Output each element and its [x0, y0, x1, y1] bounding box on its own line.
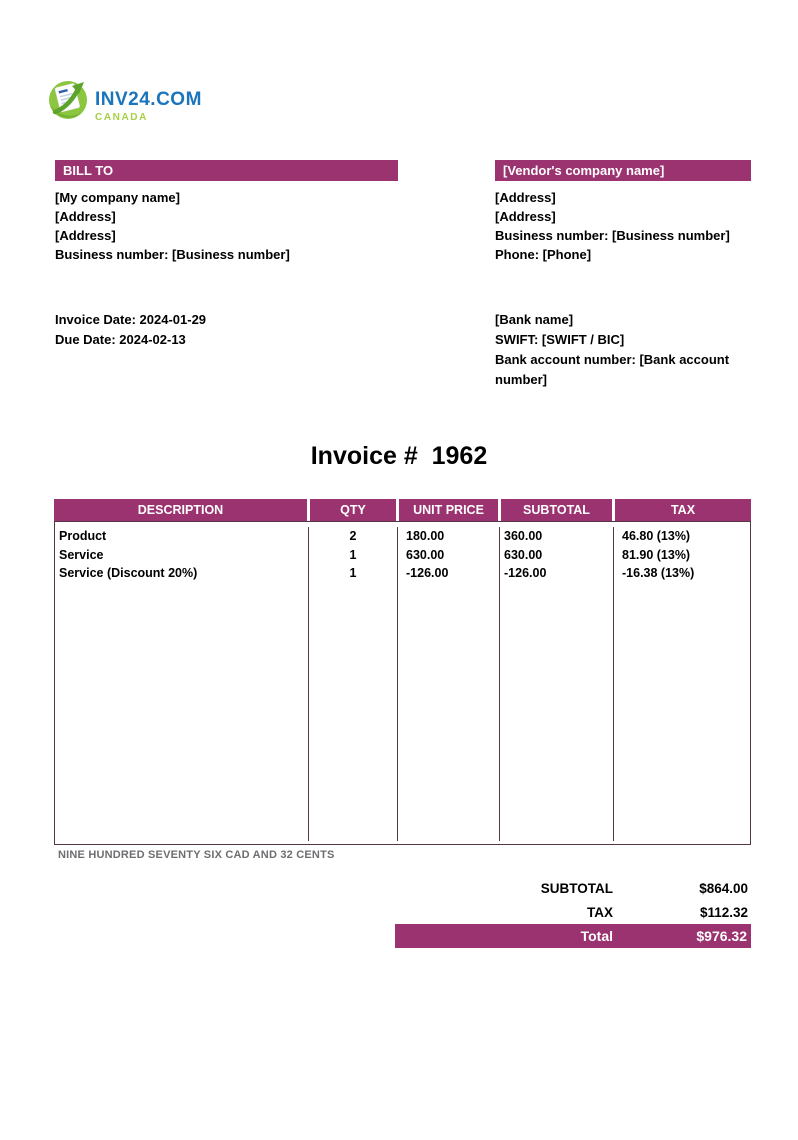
header-qty: QTY: [310, 499, 396, 521]
cell-tax: 46.80 (13%): [613, 527, 750, 546]
vendor-block: [495, 160, 751, 390]
invoice-dates: [55, 310, 398, 350]
empty-cell: [55, 583, 308, 841]
vendor-details: [495, 181, 751, 264]
header-subtotal: SUBTOTAL: [501, 499, 612, 521]
bill-to-company: [My company name]: [55, 190, 180, 205]
tax-value: $112.32: [699, 904, 748, 920]
cell-subtotal: -126.00: [499, 564, 613, 583]
bill-to-details: [55, 181, 398, 264]
vendor-header: [Vendor's company name]: [495, 160, 751, 181]
header-tax: TAX: [615, 499, 751, 521]
cell-qty: 1: [308, 546, 397, 565]
items-table: [54, 499, 751, 845]
tax-row: [54, 900, 751, 924]
totals-section: [54, 876, 751, 948]
tax-label: TAX: [587, 904, 613, 920]
empty-cell: [499, 583, 613, 841]
cell-qty: 1: [308, 564, 397, 583]
cell-subtotal: 630.00: [499, 546, 613, 565]
empty-cell: [397, 583, 499, 841]
vendor-phone: Phone: [Phone]: [495, 247, 592, 262]
bill-to-header: BILL TO: [55, 160, 398, 181]
inv24-logo-icon: [48, 76, 90, 122]
subtotal-value: $864.00: [699, 880, 748, 896]
cell-unit-price: 630.00: [397, 546, 499, 565]
logo-country: CANADA: [95, 112, 148, 123]
bank-account-number: Bank account number: [Bank account number]: [495, 352, 730, 387]
bank-name: [Bank name]: [495, 312, 574, 327]
empty-cell: [308, 583, 397, 841]
bill-to-address-2: [Address]: [55, 228, 116, 243]
total-value: $976.32: [696, 928, 747, 944]
header-unit-price: UNIT PRICE: [399, 499, 498, 521]
subtotal-label: SUBTOTAL: [540, 880, 613, 896]
total-row: [395, 924, 751, 948]
invoice-title: Invoice # 1962: [310, 442, 488, 470]
vendor-address-1: [Address]: [495, 190, 556, 205]
items-table-header: [54, 499, 751, 521]
invoice-page: [0, 76, 798, 1140]
invoice-date: Invoice Date: 2024-01-29: [55, 312, 207, 327]
bank-details: [495, 310, 751, 390]
parties-section: [55, 160, 751, 390]
vendor-business-number: Business number: [Business number]: [495, 228, 730, 243]
cell-unit-price: 180.00: [397, 527, 499, 546]
bill-to-address-1: [Address]: [55, 209, 116, 224]
cell-description: Service: [59, 547, 104, 562]
cell-description: Service (Discount 20%): [59, 566, 198, 580]
vendor-address-2: [Address]: [495, 209, 556, 224]
amount-in-words: NINE HUNDRED SEVENTY SIX CAD AND 32 CENTS: [58, 849, 335, 861]
cell-subtotal: 360.00: [499, 527, 613, 546]
cell-description: Product: [59, 529, 107, 543]
cell-qty: 2: [308, 527, 397, 546]
header-description: DESCRIPTION: [54, 499, 307, 521]
logo: [48, 76, 798, 123]
bill-to-business-number: Business number: [Business number]: [55, 247, 290, 262]
bank-swift: SWIFT: [SWIFT / BIC]: [495, 332, 625, 347]
items-table-body: [54, 521, 751, 845]
logo-text: [95, 90, 202, 123]
cell-unit-price: -126.00: [397, 564, 499, 583]
cell-tax: 81.90 (13%): [613, 546, 750, 565]
logo-brand-name: INV24.COM: [95, 89, 202, 110]
bill-to-block: [55, 160, 398, 390]
empty-cell: [613, 583, 750, 841]
due-date: Due Date: 2024-02-13: [55, 332, 186, 347]
total-label: Total: [580, 928, 613, 944]
subtotal-row: [54, 876, 751, 900]
cell-tax: -16.38 (13%): [613, 564, 750, 583]
